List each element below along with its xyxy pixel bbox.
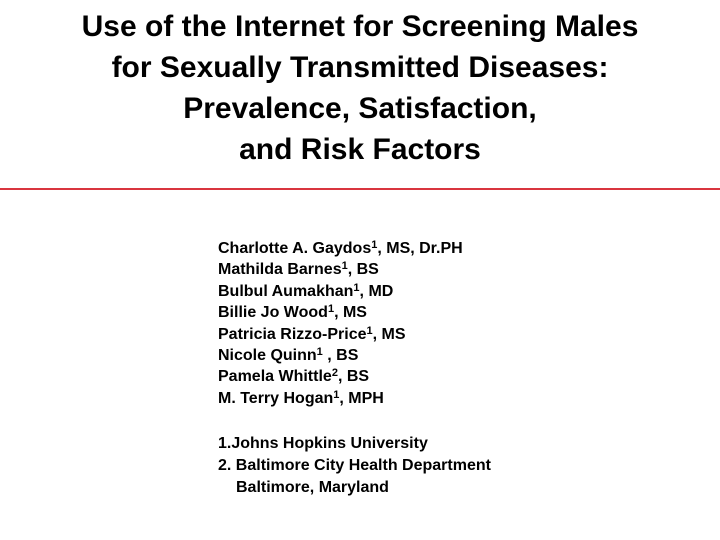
affiliation-location: Baltimore, Maryland <box>236 479 389 496</box>
author-item <box>218 238 463 259</box>
author-degree: , BS <box>337 368 370 386</box>
author-degree: , MS <box>372 325 406 343</box>
title-line-4: and Risk Factors <box>239 133 481 166</box>
author-item <box>218 259 463 280</box>
author-affiliation-number: 1 <box>371 239 378 251</box>
author-affiliation-number: 1 <box>366 324 373 337</box>
author-name: Billie Jo Wood <box>218 304 328 322</box>
author-degree: , MS, Dr.PH <box>377 240 463 257</box>
slide-title <box>0 6 720 170</box>
title-divider <box>0 188 720 190</box>
affiliation-item: 1.Johns Hopkins University <box>218 435 428 452</box>
author-item <box>218 324 463 345</box>
author-affiliation-number: 1 <box>353 281 360 294</box>
author-item <box>218 345 463 366</box>
author-item <box>218 302 463 323</box>
author-list <box>218 238 463 409</box>
author-name: Patricia Rizzo-Price <box>218 325 367 343</box>
author-name: Charlotte A. Gaydos <box>218 240 372 257</box>
author-name: Mathilda Barnes <box>218 261 342 279</box>
author-degree: , MPH <box>339 389 384 407</box>
title-line-3: Prevalence, Satisfaction, <box>183 92 537 125</box>
author-name: Bulbul Aumakhan <box>218 282 354 300</box>
author-degree: , BS <box>322 347 359 365</box>
author-affiliation-number: 1 <box>341 260 348 273</box>
author-affiliation-number: 2 <box>331 367 338 380</box>
author-affiliation-number: 1 <box>316 346 323 359</box>
title-line-1: Use of the Internet for Screening Males <box>81 10 639 43</box>
affiliation-item: 2. Baltimore City Health Department <box>218 457 491 474</box>
author-degree: , MD <box>359 282 394 300</box>
author-name: Nicole Quinn <box>218 347 317 365</box>
author-degree: , BS <box>347 261 379 279</box>
author-item <box>218 366 463 387</box>
title-line-2: for Sexually Transmitted Diseases: <box>111 51 609 84</box>
author-name: Pamela Whittle <box>218 368 332 386</box>
author-item <box>218 388 463 409</box>
author-affiliation-number: 1 <box>327 303 335 316</box>
affiliation-list <box>218 433 491 499</box>
author-degree: , MS <box>334 304 367 322</box>
author-affiliation-number: 1 <box>333 388 340 401</box>
author-name: M. Terry Hogan <box>218 389 334 407</box>
author-item <box>218 281 463 302</box>
